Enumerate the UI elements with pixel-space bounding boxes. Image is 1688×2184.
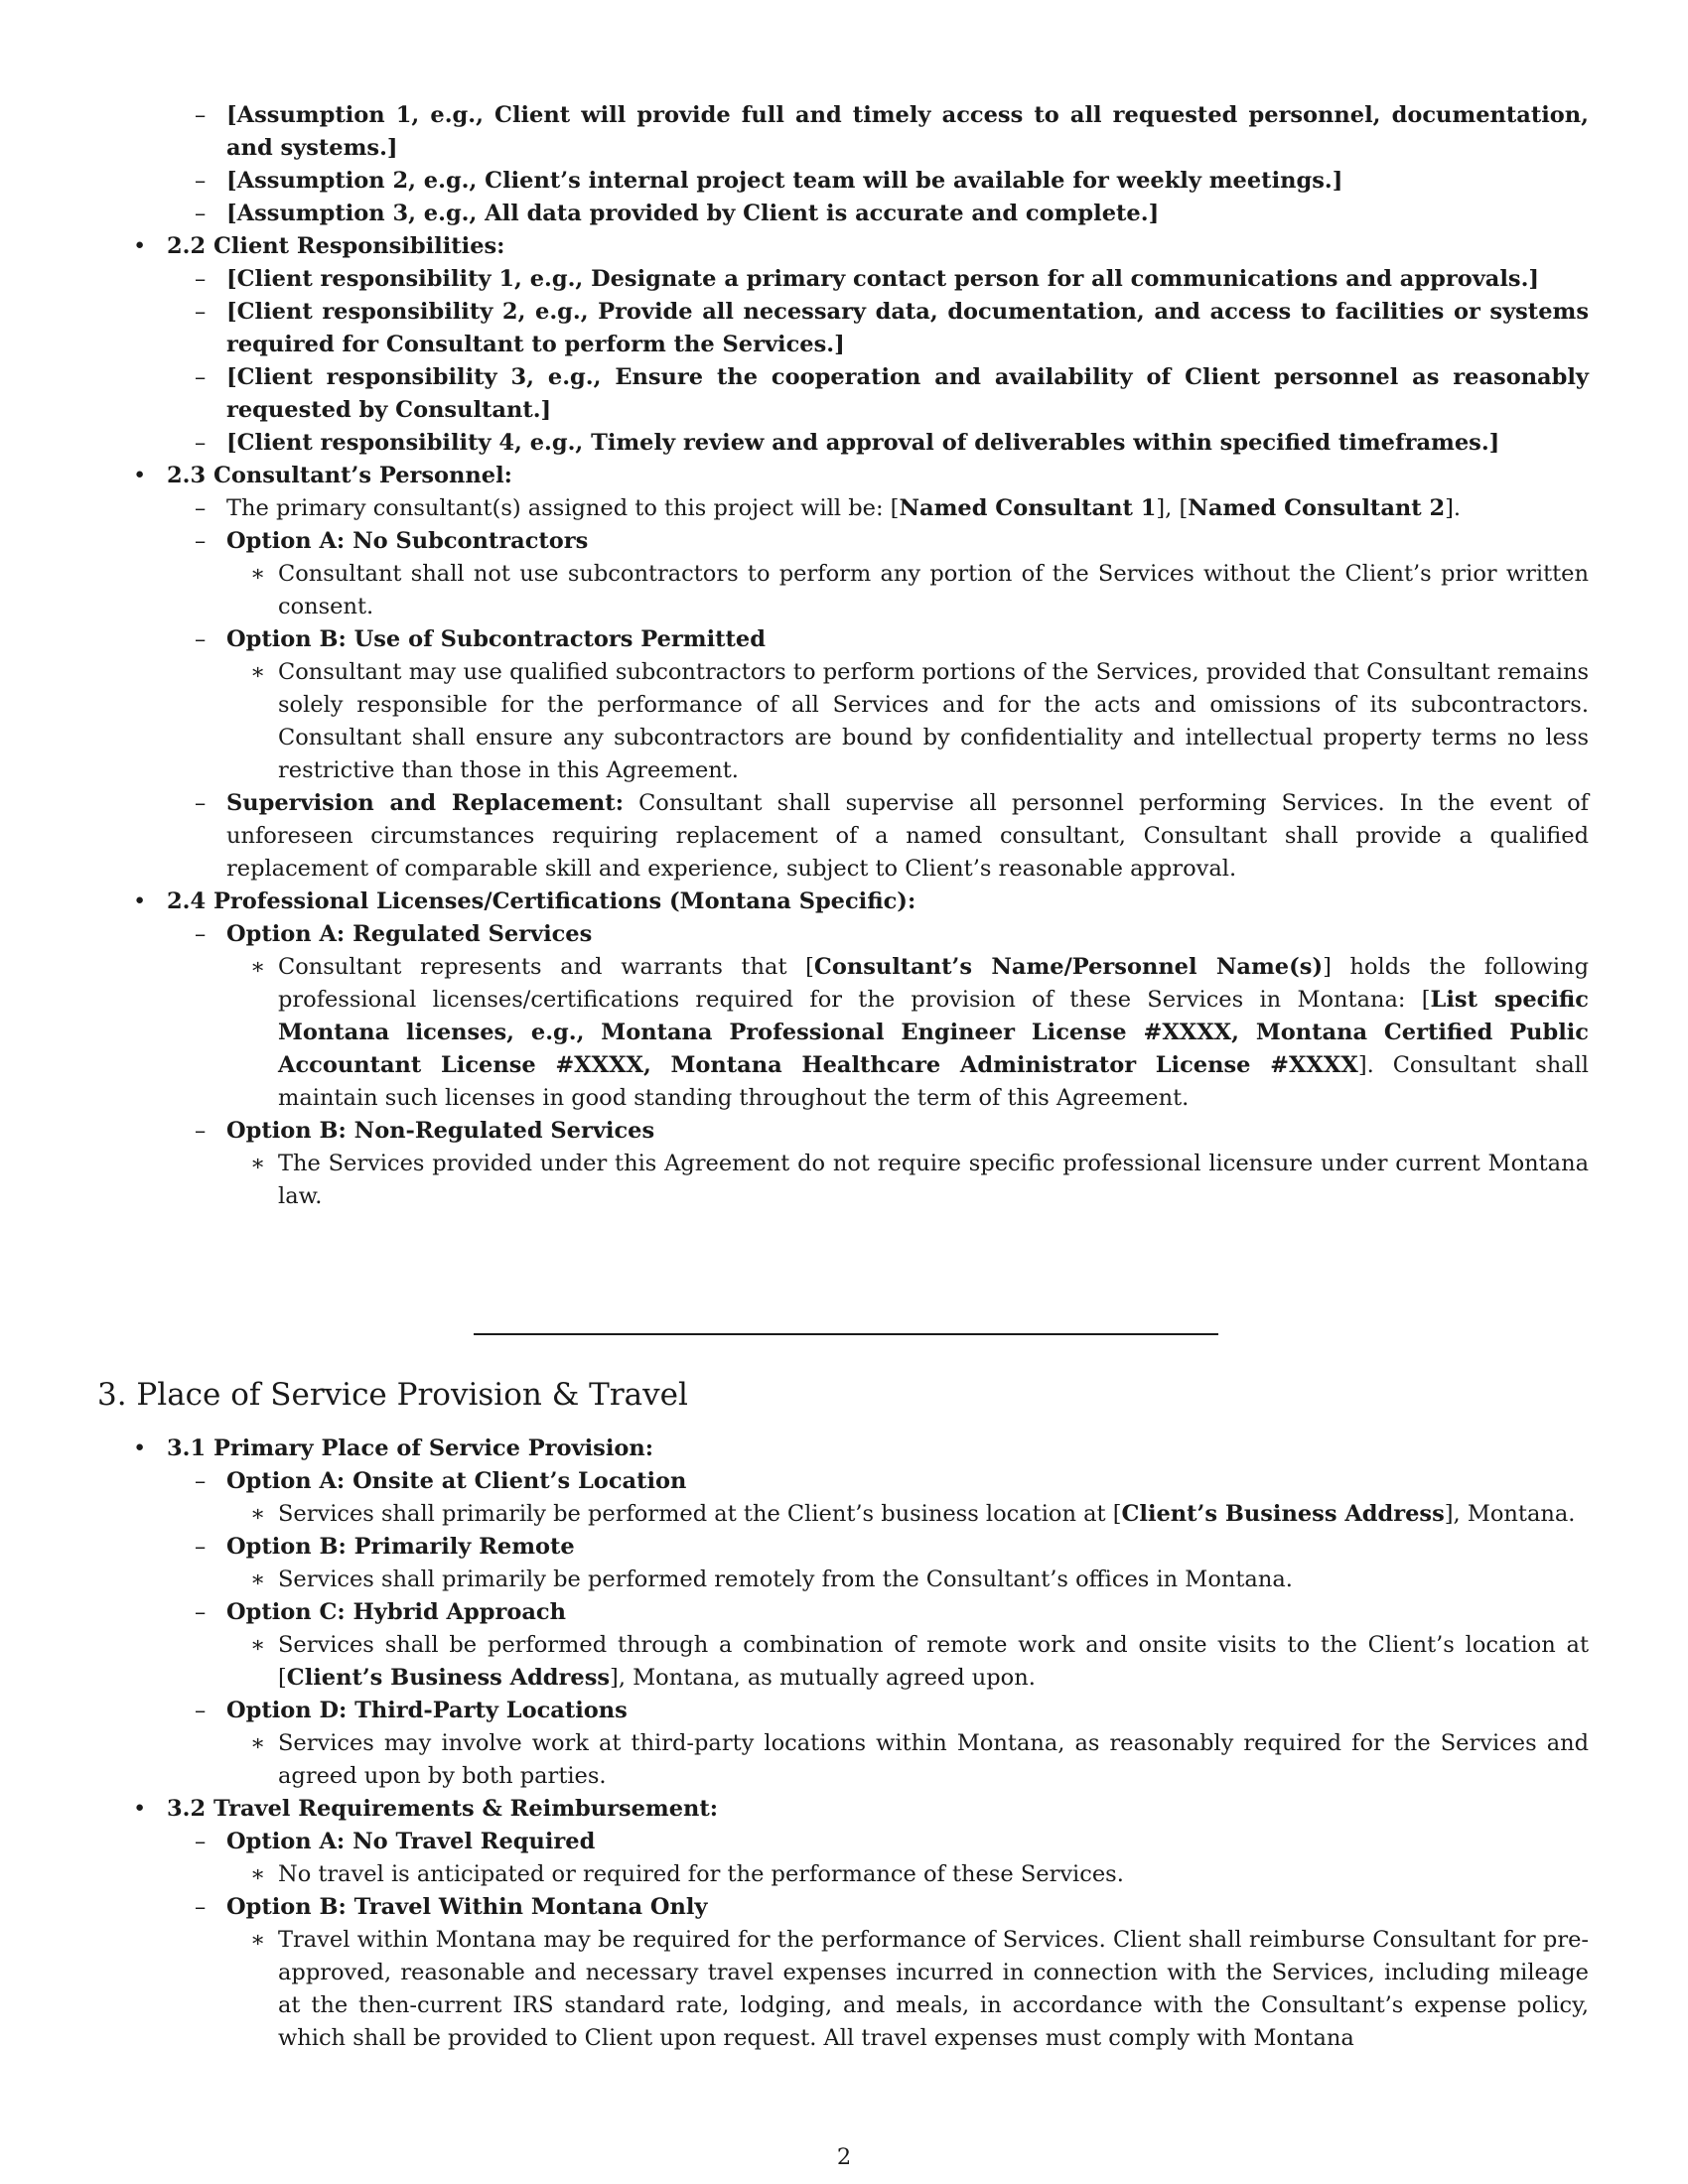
personnel-option-a-title: – Option A: No Subcontractors	[226, 525, 1589, 558]
dash-marker: –	[195, 1698, 207, 1723]
dash-marker: –	[195, 528, 207, 554]
section-2-3-title: • 2.3 Consultant’s Personnel:	[167, 460, 1589, 492]
bullet-marker: •	[133, 463, 147, 488]
supervision-replacement: – Supervision and Replacement: Consultant shall supervise all personnel performing Services. In the event of unforeseen circumstances requiring replacement of a named consultant, Consultant shall provide a qualified replacement of comparable skill and experience, subject to Client’s reasonable approval.	[226, 787, 1589, 886]
dash-marker: –	[195, 299, 207, 325]
bullet-marker: •	[133, 888, 147, 914]
star-marker: ∗	[250, 1151, 266, 1176]
place-option-a-title: – Option A: Onsite at Client’s Location	[226, 1465, 1589, 1498]
licenses-option-b-text: ∗ The Services provided under this Agreement do not require specific professional licensure under current Montana law.	[278, 1148, 1589, 1213]
dash-marker: –	[195, 1829, 207, 1854]
dash-marker: –	[195, 102, 207, 128]
page-number: 2	[836, 2144, 852, 2170]
dash-marker: –	[195, 1468, 207, 1494]
place-option-a-text: ∗ Services shall primarily be performed at the Client’s business location at [Client’s Business Address], Montana.	[278, 1498, 1589, 1531]
place-option-d-title: – Option D: Third-Party Locations	[226, 1695, 1589, 1727]
section-3-heading: 3. Place of Service Provision & Travel	[97, 1377, 688, 1413]
licenses-option-a-text: ∗ Consultant represents and warrants that [Consultant’s Name/Personnel Name(s)] holds the following professional licenses/certifications required for the provision of these Services in Montana: [List specific Montana licenses, e.g., Montana Professional Engineer License #XXXX, Montana Certified Public Accountant License #XXXX, Montana Healthcare Administrator License #XXXX]. Consultant shall maintain such licenses in good standing throughout the term of this Agreement.	[278, 951, 1589, 1115]
section-3-2-title: • 3.2 Travel Requirements & Reimbursement:	[167, 1793, 1589, 1826]
place-option-d-text: ∗ Services may involve work at third-party locations within Montana, as reasonably required for the Services and agreed upon by both parties.	[278, 1727, 1589, 1793]
dash-marker: –	[195, 626, 207, 652]
travel-option-b-title: – Option B: Travel Within Montana Only	[226, 1891, 1589, 1924]
primary-consultants: – The primary consultant(s) assigned to this project will be: [Named Consultant 1], [Named Consultant 2].	[226, 492, 1589, 525]
bullet-marker: •	[133, 233, 147, 259]
star-marker: ∗	[250, 1567, 266, 1592]
star-marker: ∗	[250, 561, 266, 587]
star-marker: ∗	[250, 954, 266, 980]
assumption-1: – [Assumption 1, e.g., Client will provide full and timely access to all requested personnel, documentation, and systems.]	[226, 99, 1589, 165]
client-responsibility-4: – [Client responsibility 4, e.g., Timely review and approval of deliverables within specified timeframes.]	[226, 427, 1589, 460]
star-marker: ∗	[250, 1730, 266, 1756]
dash-marker: –	[195, 201, 207, 226]
bullet-marker: •	[133, 1435, 147, 1461]
place-option-b-title: – Option B: Primarily Remote	[226, 1531, 1589, 1564]
bullet-marker: •	[133, 1796, 147, 1822]
section-3	[97, 1433, 1589, 2055]
assumption-3: – [Assumption 3, e.g., All data provided by Client is accurate and complete.]	[226, 198, 1589, 230]
personnel-option-a-text: ∗ Consultant shall not use subcontractors to perform any portion of the Services without the Client’s prior written consent.	[278, 558, 1589, 623]
travel-option-b-text: ∗ Travel within Montana may be required for the performance of Services. Client shall reimburse Consultant for pre-approved, reasonable and necessary travel expenses incurred in connection with the Services, including mileage at the then-current IRS standard rate, lodging, and meals, in accordance with the Consultant’s expense policy, which shall be provided to Client upon request. All travel expenses must comply with Montana	[278, 1924, 1589, 2055]
star-marker: ∗	[250, 659, 266, 685]
section-divider	[474, 1333, 1218, 1335]
dash-marker: –	[195, 1118, 207, 1144]
client-responsibility-1: – [Client responsibility 1, e.g., Designate a primary contact person for all communications and approvals.]	[226, 263, 1589, 296]
licenses-option-b-title: – Option B: Non-Regulated Services	[226, 1115, 1589, 1148]
dash-marker: –	[195, 921, 207, 947]
client-responsibility-3: – [Client responsibility 3, e.g., Ensure the cooperation and availability of Client personnel as reasonably requested by Consultant.]	[226, 361, 1589, 427]
dash-marker: –	[195, 430, 207, 456]
dash-marker: –	[195, 266, 207, 292]
travel-option-a-text: ∗ No travel is anticipated or required for the performance of these Services.	[278, 1858, 1589, 1891]
dash-marker: –	[195, 790, 207, 816]
section-2-continued	[97, 99, 1589, 1213]
travel-option-a-title: – Option A: No Travel Required	[226, 1826, 1589, 1858]
assumption-2: – [Assumption 2, e.g., Client’s internal project team will be available for weekly meetings.]	[226, 165, 1589, 198]
dash-marker: –	[195, 364, 207, 390]
client-responsibility-2: – [Client responsibility 2, e.g., Provide all necessary data, documentation, and access to facilities or systems required for Consultant to perform the Services.]	[226, 296, 1589, 361]
section-2-4-title: • 2.4 Professional Licenses/Certifications (Montana Specific):	[167, 886, 1589, 918]
licenses-option-a-title: – Option A: Regulated Services	[226, 918, 1589, 951]
section-2-2-title: • 2.2 Client Responsibilities:	[167, 230, 1589, 263]
place-option-b-text: ∗ Services shall primarily be performed remotely from the Consultant’s offices in Montana.	[278, 1564, 1589, 1596]
personnel-option-b-text: ∗ Consultant may use qualified subcontractors to perform portions of the Services, provided that Consultant remains solely responsible for the performance of all Services and for the acts and omissions of its subcontractors. Consultant shall ensure any subcontractors are bound by confidentiality and intellectual property terms no less restrictive than those in this Agreement.	[278, 656, 1589, 787]
personnel-option-b-title: – Option B: Use of Subcontractors Permitted	[226, 623, 1589, 656]
star-marker: ∗	[250, 1927, 266, 1953]
dash-marker: –	[195, 1534, 207, 1560]
place-option-c-text: ∗ Services shall be performed through a combination of remote work and onsite visits to the Client’s location at [Client’s Business Address], Montana, as mutually agreed upon.	[278, 1629, 1589, 1695]
star-marker: ∗	[250, 1501, 266, 1527]
star-marker: ∗	[250, 1861, 266, 1887]
place-option-c-title: – Option C: Hybrid Approach	[226, 1596, 1589, 1629]
dash-marker: –	[195, 168, 207, 194]
star-marker: ∗	[250, 1632, 266, 1658]
dash-marker: –	[195, 495, 207, 521]
dash-marker: –	[195, 1894, 207, 1920]
dash-marker: –	[195, 1599, 207, 1625]
section-3-1-title: • 3.1 Primary Place of Service Provision:	[167, 1433, 1589, 1465]
